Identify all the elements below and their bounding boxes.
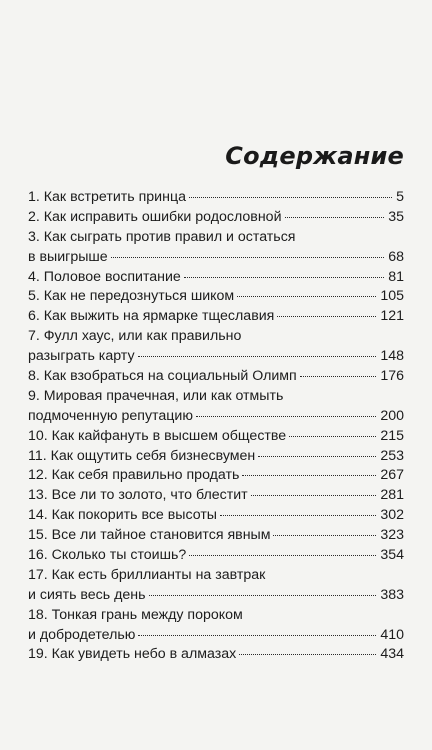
dot-leader <box>196 416 376 417</box>
toc-page-number: 281 <box>380 487 404 504</box>
dot-leader <box>251 495 377 496</box>
toc-entry-title: подмоченную репутацию <box>28 407 193 424</box>
toc-entry-title: 2. Как исправить ошибки родословной <box>28 208 282 225</box>
dot-leader <box>242 475 376 476</box>
dot-leader <box>189 197 392 198</box>
toc-entry <box>28 526 404 546</box>
toc-page-number: 68 <box>388 248 404 265</box>
toc-entry-title: разыграть карту <box>28 348 135 365</box>
toc-entry <box>28 427 404 447</box>
toc-entry <box>28 645 404 665</box>
toc-entry-title: 12. Как себя правильно продать <box>28 467 240 484</box>
toc-entry <box>28 268 404 288</box>
toc-page-number: 383 <box>380 586 404 603</box>
toc-entry <box>28 486 404 506</box>
dot-leader <box>277 316 376 317</box>
toc-page-number: 434 <box>380 646 404 663</box>
toc-entry <box>28 586 404 606</box>
toc-page-number: 176 <box>380 368 404 385</box>
table-of-contents <box>28 188 404 665</box>
toc-entry-title: в выигрыше <box>28 248 108 265</box>
toc-entry-title: 19. Как увидеть небо в алмазах <box>28 646 237 663</box>
toc-entry <box>28 208 404 228</box>
toc-entry <box>28 367 404 387</box>
toc-page-number: 81 <box>388 268 404 285</box>
dot-leader <box>258 456 376 457</box>
toc-entry <box>28 248 404 268</box>
toc-entry-title: 11. Как ощутить себя бизнесвумен <box>28 447 256 464</box>
toc-entry <box>28 407 404 427</box>
toc-entry-continued-line <box>28 327 404 347</box>
toc-entry-title: 1. Как встретить принца <box>28 189 186 205</box>
toc-entry <box>28 347 404 367</box>
toc-entry-title: 7. Фулл хаус, или как правильно <box>28 328 242 345</box>
toc-entry <box>28 287 404 307</box>
toc-page-number: 215 <box>380 427 404 444</box>
toc-entry-continued-line <box>28 228 404 248</box>
toc-entry-continued-line <box>28 566 404 586</box>
toc-entry <box>28 506 404 526</box>
dot-leader <box>300 376 377 377</box>
toc-entry <box>28 188 404 208</box>
dot-leader <box>138 635 376 636</box>
toc-page-number: 302 <box>380 507 404 524</box>
toc-entry-title: 16. Сколько ты стоишь? <box>28 547 187 564</box>
toc-page-number: 354 <box>380 547 404 564</box>
toc-entry-title: 10. Как кайфануть в высшем обществе <box>28 427 287 444</box>
toc-entry-title: 15. Все ли тайное становится явным <box>28 527 271 544</box>
page-title: Содержание <box>225 142 404 170</box>
toc-entry-title: 4. Половое воспитание <box>28 268 181 285</box>
toc-entry-title: 5. Как не передознуться шиком <box>28 288 235 305</box>
toc-entry-title: 3. Как сыграть против правил и остаться <box>28 228 296 245</box>
toc-page-number: 200 <box>380 407 404 424</box>
toc-entry <box>28 466 404 486</box>
toc-entry-title: 14. Как покорить все высоты <box>28 507 218 524</box>
toc-page-number: 5 <box>396 189 404 205</box>
toc-entry-title: 9. Мировая прачечная, или как отмыть <box>28 387 284 404</box>
toc-entry-title: и добродетелью <box>28 626 136 643</box>
toc-page-number: 35 <box>388 208 404 225</box>
dot-leader <box>239 654 376 655</box>
toc-entry-title: 17. Как есть бриллианты на завтрак <box>28 566 266 583</box>
toc-entry-title: и сиять весь день <box>28 586 146 603</box>
toc-entry-title: 13. Все ли то золото, что блестит <box>28 487 248 504</box>
toc-entry <box>28 626 404 646</box>
dot-leader <box>237 296 376 297</box>
dot-leader <box>273 535 376 536</box>
dot-leader <box>149 595 377 596</box>
dot-leader <box>289 436 376 437</box>
dot-leader <box>111 257 385 258</box>
toc-entry-title: 6. Как выжить на ярмарке тщеславия <box>28 308 275 325</box>
toc-page-number: 121 <box>380 308 404 325</box>
toc-page-number: 105 <box>380 288 404 305</box>
dot-leader <box>138 356 377 357</box>
toc-page-number: 267 <box>380 467 404 484</box>
toc-entry-title: 18. Тонкая грань между пороком <box>28 606 243 623</box>
toc-page-number: 253 <box>380 447 404 464</box>
toc-entry <box>28 307 404 327</box>
toc-entry-continued-line <box>28 387 404 407</box>
toc-entry <box>28 447 404 467</box>
toc-entry-title: 8. Как взобраться на социальный Олимп <box>28 368 297 385</box>
toc-page-number: 148 <box>380 348 404 365</box>
dot-leader <box>220 515 376 516</box>
toc-entry-continued-line <box>28 606 404 626</box>
toc-page-number: 410 <box>380 626 404 643</box>
toc-entry <box>28 546 404 566</box>
dot-leader <box>184 277 384 278</box>
toc-page-number: 323 <box>380 527 404 544</box>
dot-leader <box>285 217 385 218</box>
dot-leader <box>189 555 376 556</box>
